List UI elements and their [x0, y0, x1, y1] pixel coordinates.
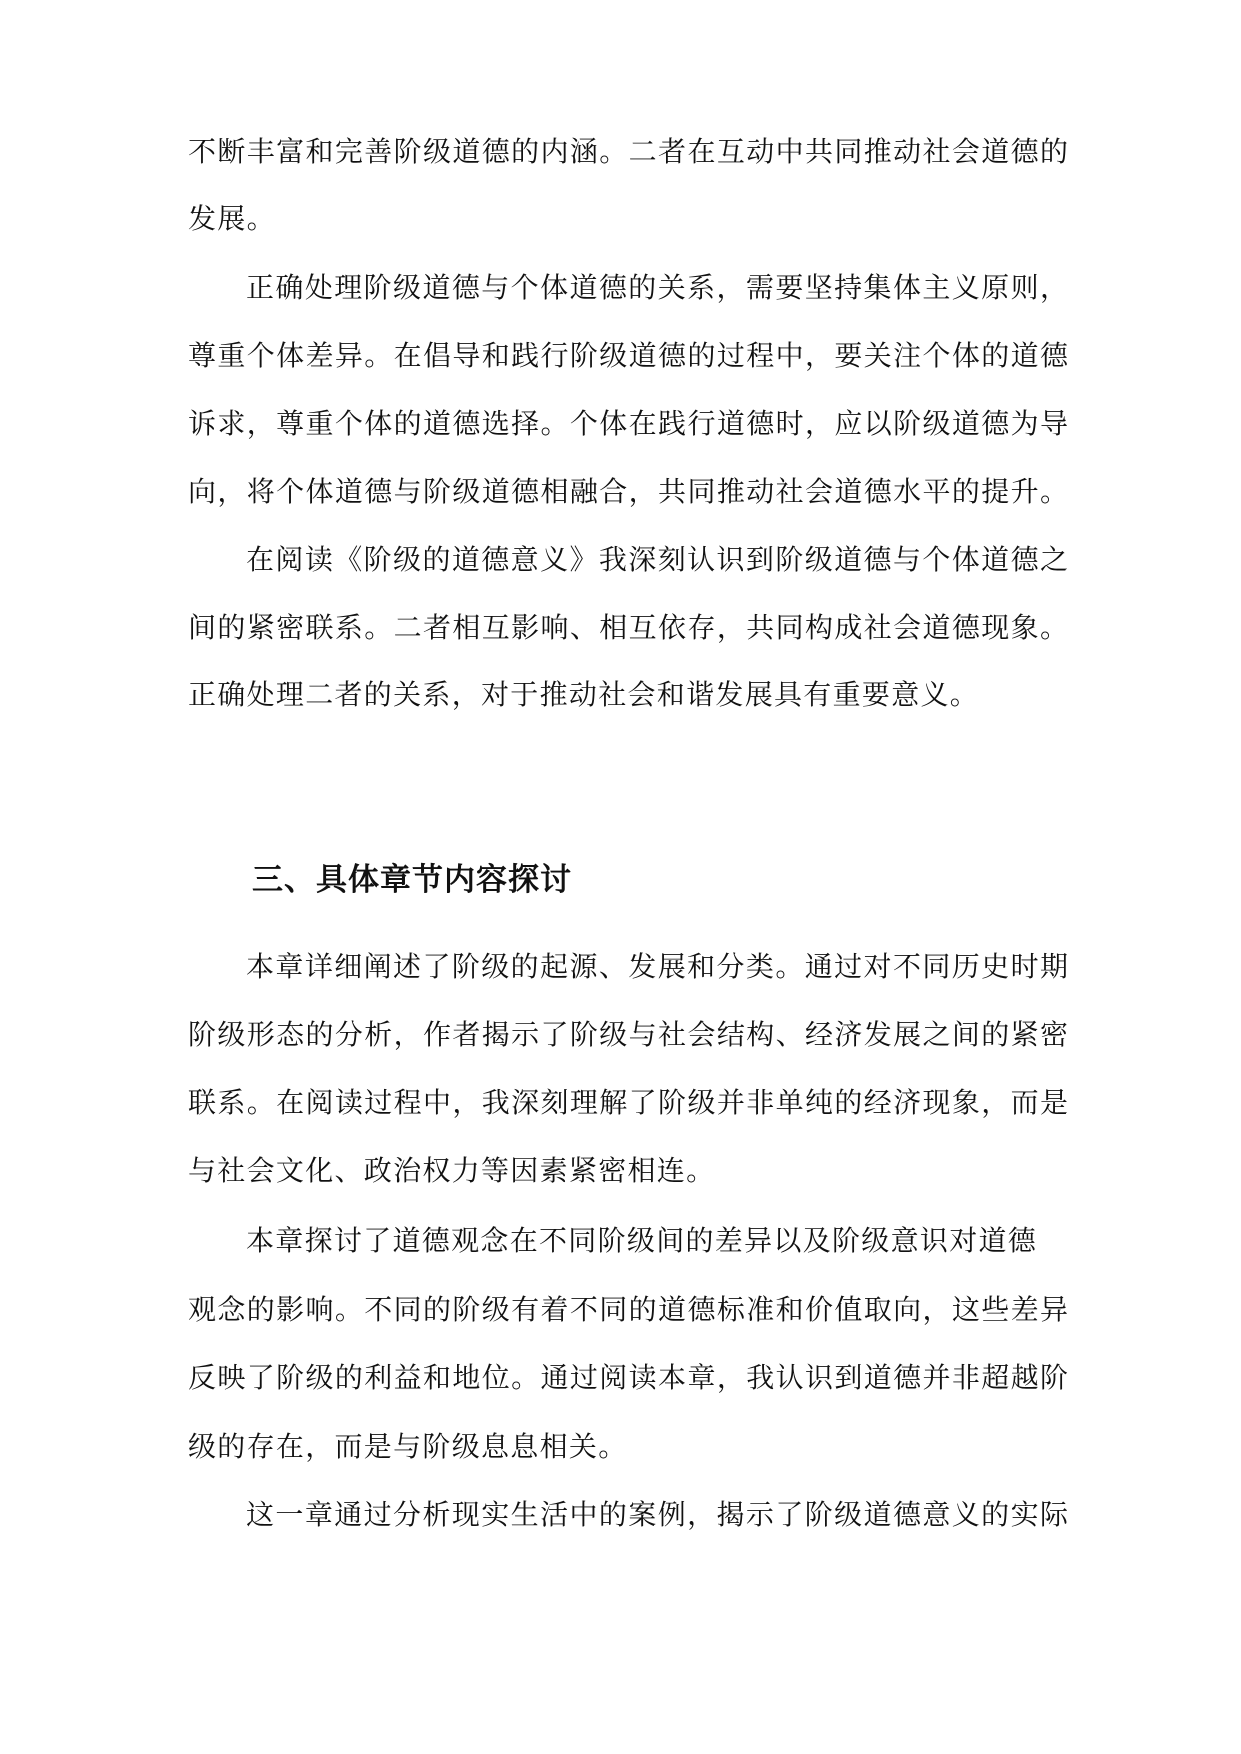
- paragraph-line: 本章探讨了道德观念在不同阶级间的差异以及阶级意识对道德: [246, 1224, 1038, 1257]
- paragraph-line: 观念的影响。不同的阶级有着不同的道德标准和价值取向，这些差异: [188, 1293, 1068, 1326]
- paragraph-line: 阶级形态的分析，作者揭示了阶级与社会结构、经济发展之间的紧密: [188, 1018, 1068, 1051]
- paragraph-line: 不断丰富和完善阶级道德的内涵。二者在互动中共同推动社会道德的: [188, 135, 1068, 168]
- paragraph-line: 向，将个体道德与阶级道德相融合，共同推动社会道德水平的提升。: [188, 475, 1068, 508]
- paragraph-line: 与社会文化、政治权力等因素紧密相连。: [188, 1154, 716, 1187]
- paragraph-line: 级的存在，而是与阶级息息相关。: [188, 1430, 628, 1463]
- section-heading: 三、具体章节内容探讨: [252, 862, 572, 898]
- paragraph-line: 尊重个体差异。在倡导和践行阶级道德的过程中，要关注个体的道德: [188, 339, 1068, 372]
- paragraph-line: 正确处理阶级道德与个体道德的关系，需要坚持集体主义原则，: [246, 271, 1068, 304]
- paragraph-line: 发展。: [188, 202, 276, 235]
- paragraph-line: 诉求，尊重个体的道德选择。个体在践行道德时，应以阶级道德为导: [188, 407, 1068, 440]
- paragraph-line: 在阅读《阶级的道德意义》我深刻认识到阶级道德与个体道德之: [246, 543, 1068, 576]
- paragraph-line: 正确处理二者的关系，对于推动社会和谐发展具有重要意义。: [188, 678, 980, 711]
- paragraph-line: 反映了阶级的利益和地位。通过阅读本章，我认识到道德并非超越阶: [188, 1361, 1068, 1394]
- paragraph-line: 本章详细阐述了阶级的起源、发展和分类。通过对不同历史时期: [246, 950, 1068, 983]
- paragraph-line: 联系。在阅读过程中，我深刻理解了阶级并非单纯的经济现象，而是: [188, 1086, 1068, 1119]
- paragraph-line: 这一章通过分析现实生活中的案例，揭示了阶级道德意义的实际: [246, 1498, 1068, 1531]
- paragraph-line: 间的紧密联系。二者相互影响、相互依存，共同构成社会道德现象。: [188, 611, 1068, 644]
